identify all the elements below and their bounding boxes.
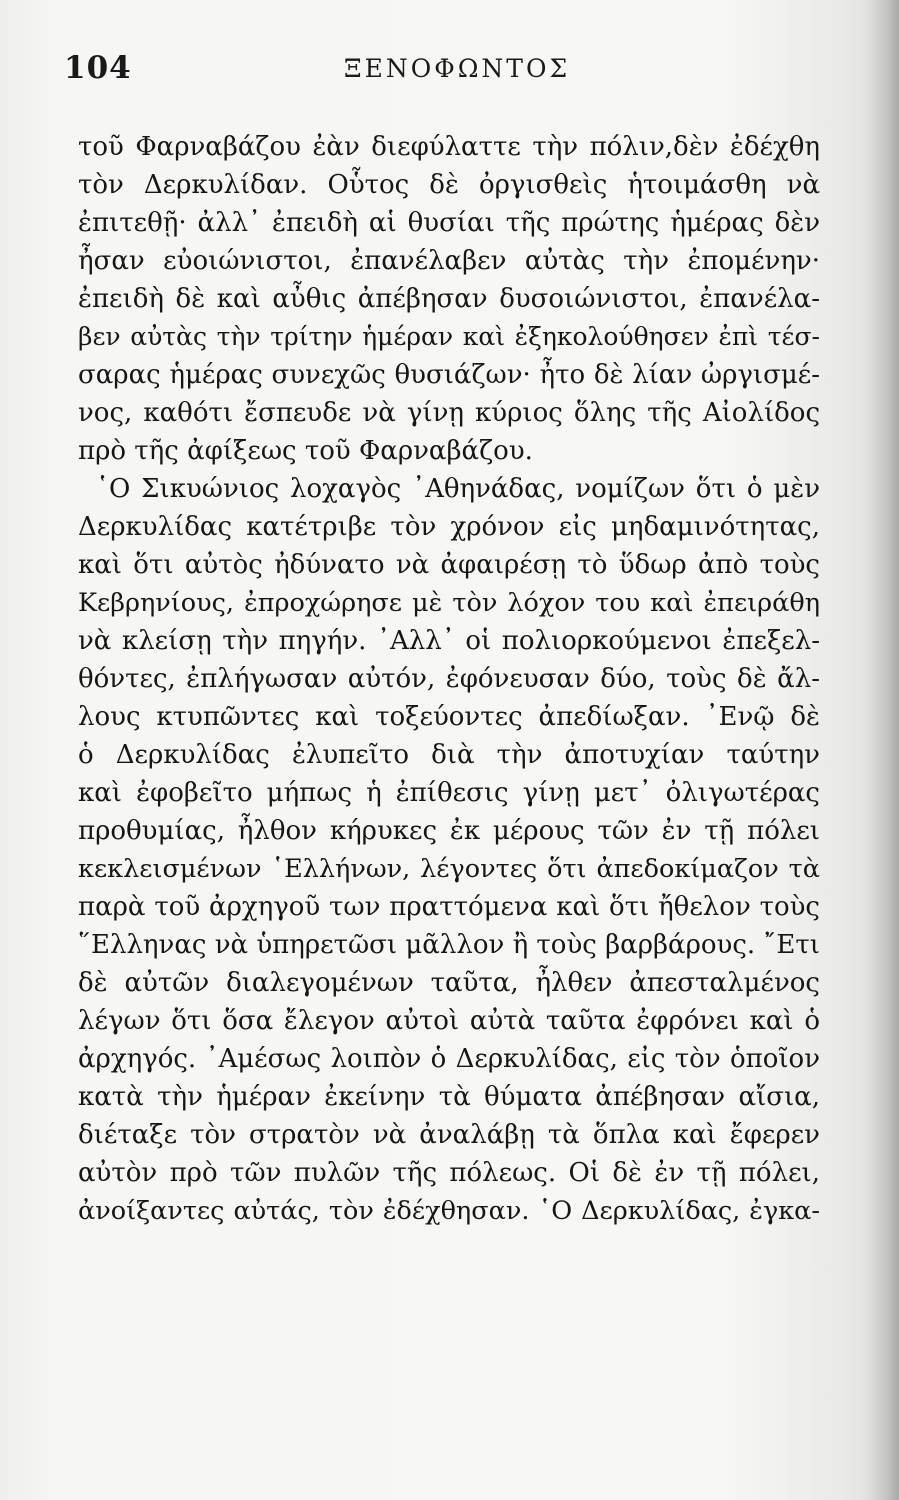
text-line: αὐτὸν πρὸ τῶν πυλῶν τῆς πόλεως. Οἱ δὲ ἐν τῇ πόλει,	[78, 1158, 820, 1188]
page-number: 104	[64, 50, 132, 86]
text-line: κεκλεισμένων ῾Ελλήνων, λέγοντες ὅτι ἀπεδοκίμαζον τὰ	[78, 854, 820, 884]
text-line: διέταξε τὸν στρατὸν νὰ ἀναλάβῃ τὰ ὅπλα καὶ ἔφερεν	[78, 1120, 820, 1150]
text-line: θόντες, ἐπλήγωσαν αὐτόν, ἐφόνευσαν δύο, τοὺς δὲ ἄλ-	[78, 664, 820, 694]
text-line: ῞Ελληνας νὰ ὑπηρετῶσι μᾶλλον ἢ τοὺς βαρβάρους. ῎Ετι	[78, 930, 820, 960]
text-line: παρὰ τοῦ ἀρχηγοῦ των πραττόμενα καὶ ὅτι ἤθελον τοὺς	[78, 892, 820, 922]
text-line: λους κτυπῶντες καὶ τοξεύοντες ἀπεδίωξαν. ᾿Ενῷ δὲ	[78, 702, 820, 732]
text-line: ἀρχηγός. ᾿Αμέσως λοιπὸν ὁ Δερκυλίδας, εἰς τὸν ὁποῖον	[78, 1044, 820, 1074]
text-line: ἐπιτεθῇ· ἀλλ᾽ ἐπειδὴ αἱ θυσίαι τῆς πρώτης ἡμέρας δὲν	[78, 208, 820, 238]
text-line: δὲ αὐτῶν διαλεγομένων ταῦτα, ἦλθεν ἀπεσταλμένος	[78, 968, 820, 998]
page-header	[64, 50, 824, 94]
spine-shadow	[865, 0, 899, 1500]
text-line: λέγων ὅτι ὅσα ἔλεγον αὐτοὶ αὐτὰ ταῦτα ἐφρόνει καὶ ὁ	[78, 1006, 820, 1036]
text-line: ἀνοίξαντες αὐτάς, τὸν ἐδέχθησαν. ῾Ο Δερκυλίδας, ἐγκα-	[78, 1196, 820, 1226]
text-line: ὁ Δερκυλίδας ἐλυπεῖτο διὰ τὴν ἀποτυχίαν ταύτην	[78, 740, 820, 770]
text-line: βεν αὐτὰς τὴν τρίτην ἡμέραν καὶ ἐξηκολούθησεν ἐπὶ τέσ-	[78, 322, 820, 351]
text-line: ἦσαν εὐοιώνιστοι, ἐπανέλαβεν αὐτὰς τὴν ἐπομένην·	[78, 246, 820, 276]
text-line: τοῦ Φαρναβάζου ἐὰν διεφύλαττε τὴν πόλιν,δὲν ἐδέχθη	[78, 132, 820, 162]
text-line: προθυμίας, ἦλθον κήρυκες ἐκ μέρους τῶν ἐν τῇ πόλει	[78, 816, 820, 846]
text-line: καὶ ἐφοβεῖτο μήπως ἡ ἐπίθεσις γίνῃ μετ᾽ ὀλιγωτέρας	[78, 778, 820, 808]
text-line: κατὰ τὴν ἡμέραν ἐκείνην τὰ θύματα ἀπέβησαν αἴσια,	[78, 1082, 820, 1112]
text-line: Δερκυλίδας κατέτριβε τὸν χρόνον εἰς μηδαμινότητας,	[78, 512, 820, 542]
text-line: νος, καθότι ἔσπευδε νὰ γίνῃ κύριος ὅλης τῆς Αἰολίδος	[78, 398, 820, 428]
body-text	[78, 128, 820, 1230]
text-line: σαρας ἡμέρας συνεχῶς θυσιάζων· ἦτο δὲ λίαν ὠργισμέ-	[78, 360, 820, 390]
text-line: τὸν Δερκυλίδαν. Οὗτος δὲ ὀργισθεὶς ἡτοιμάσθη νὰ	[78, 170, 820, 200]
text-line: ἐπειδὴ δὲ καὶ αὖθις ἀπέβησαν δυσοιώνιστοι, ἐπανέλα-	[78, 284, 820, 314]
running-head: ΞΕΝΟΦΩΝΤΟΣ	[344, 54, 571, 83]
paragraph-start-line: ῾Ο Σικυώνιος λοχαγὸς ᾿Αθηνάδας, νομίζων ὅτι ὁ μὲν	[96, 474, 820, 504]
text-line: καὶ ὅτι αὐτὸς ἠδύνατο νὰ ἀφαιρέσῃ τὸ ὕδωρ ἀπὸ τοὺς	[78, 550, 820, 580]
text-line: Κεβρηνίους, ἐπροχώρησε μὲ τὸν λόχον του καὶ ἐπειράθη	[78, 588, 820, 618]
paragraph-end-line: πρὸ τῆς ἀφίξεως τοῦ Φαρναβάζου.	[78, 436, 533, 466]
text-line: νὰ κλείσῃ τὴν πηγήν. ᾿Αλλ᾽ οἱ πολιορκούμενοι ἐπεξελ-	[78, 626, 820, 656]
